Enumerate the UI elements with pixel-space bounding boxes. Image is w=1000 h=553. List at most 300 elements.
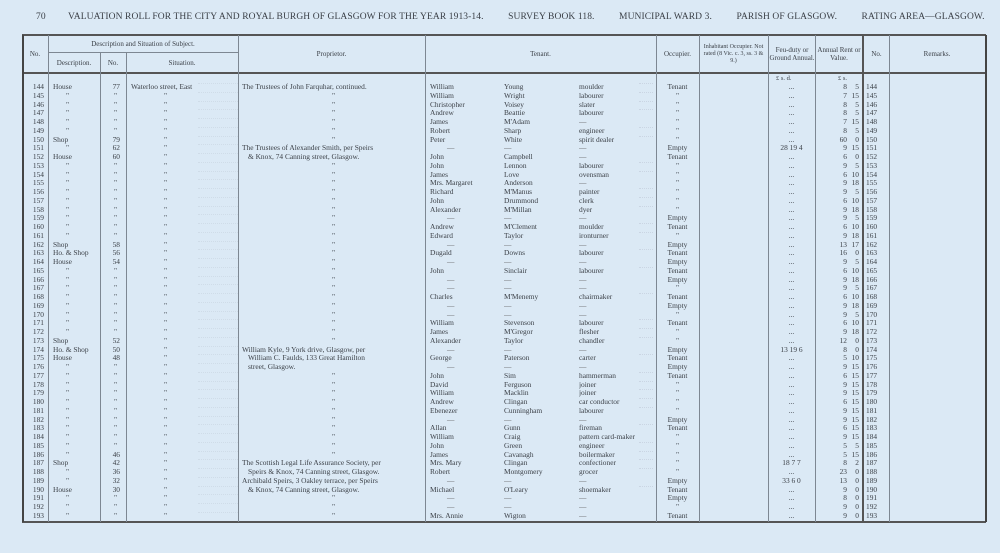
occupier-status (656, 451, 699, 460)
situation-text: " (164, 179, 168, 188)
situation-text: " (164, 494, 168, 503)
tenant-first-name (425, 153, 504, 162)
description-text: " (66, 424, 70, 433)
entry-number-text: 185 (32, 441, 44, 450)
street-number-text: " (113, 380, 117, 389)
situation-text: " (164, 363, 168, 371)
leader-dots (198, 494, 238, 495)
tenant-surname-text: — (504, 284, 512, 293)
entry-number (22, 503, 48, 512)
description-text: " (66, 161, 70, 170)
entry-number-repeat: 167 (866, 284, 878, 293)
tenant-occupation-text: flesher (579, 328, 600, 336)
tenant-first-name (425, 197, 504, 206)
tenant-first-name-text: — (447, 275, 455, 284)
proprietor (238, 284, 425, 293)
rent-pounds: 60 (839, 135, 847, 144)
tenant-surname-text: Drummond (504, 196, 539, 205)
tenant-first-name-text: George (430, 354, 452, 363)
tenant-occupation (579, 284, 656, 293)
proprietor-text: " (331, 179, 336, 188)
leader-dots (198, 416, 238, 417)
entry-number (22, 214, 48, 223)
description-text: " (66, 275, 70, 284)
tenant-occupation (579, 398, 656, 407)
situation (126, 267, 238, 276)
inhabitant-occupier (699, 398, 768, 407)
tenant-occupation (579, 249, 656, 258)
street-number-text: " (113, 118, 117, 126)
annual-rent (815, 451, 862, 460)
feu-units: £ s. d. (776, 75, 792, 82)
proprietor-text: " (331, 196, 336, 205)
description (48, 433, 100, 442)
feu-duty (768, 267, 815, 276)
feu-duty-text: ... (788, 354, 795, 363)
street-number (100, 459, 126, 468)
proprietor-text: " (331, 380, 336, 389)
entry-number (22, 398, 48, 407)
description-text: Shop (53, 459, 69, 468)
situation (126, 512, 238, 521)
tenant-occupation-text: — (579, 511, 587, 520)
tenant-first-name-text: — (447, 494, 455, 503)
description-text: House (53, 153, 72, 161)
valuation-table-body (22, 83, 982, 521)
tenant-surname-text: — (504, 476, 512, 485)
tenant-surname-text: Cavanagh (504, 450, 534, 459)
tenant-surname (504, 232, 579, 241)
tenant-surname (504, 354, 579, 363)
tenant-surname (504, 451, 579, 460)
entry-number (22, 153, 48, 162)
description (48, 302, 100, 311)
feu-duty (768, 311, 815, 320)
tenant-surname-text: — (504, 144, 512, 153)
tenant-occupation-text: labourer (579, 319, 604, 328)
annual-rent (815, 424, 862, 433)
description (48, 276, 100, 285)
tenant-occupation-text: moulder (579, 223, 604, 231)
proprietor (238, 468, 425, 477)
description (48, 328, 100, 337)
situation-text: " (164, 415, 168, 424)
situation (126, 241, 238, 250)
entry-number (22, 249, 48, 258)
inhabitant-occupier (699, 354, 768, 363)
remarks (889, 118, 982, 127)
entry-number (22, 372, 48, 381)
tenant-surname (504, 459, 579, 468)
tenant-occupation-text: car conductor (579, 398, 620, 406)
tenant-first-name (425, 407, 504, 416)
street-number (100, 267, 126, 276)
proprietor-text: " (331, 310, 336, 319)
rent-pounds: 9 (843, 258, 847, 266)
entry-number (22, 144, 48, 153)
description (48, 153, 100, 162)
tenant-occupation-text: — (579, 310, 587, 319)
situation (126, 468, 238, 477)
rent-pounds: 9 (843, 179, 847, 188)
occupier-status-text: " (675, 398, 680, 406)
situation-text: " (164, 293, 168, 301)
situation-text: " (164, 301, 168, 310)
tenant-surname-text: O'Leary (504, 485, 528, 494)
remarks (889, 372, 982, 381)
situation-text: " (164, 441, 168, 450)
tenant-first-name (425, 92, 504, 101)
annual-rent (815, 127, 862, 136)
description-text: Shop (53, 135, 69, 144)
tenant-occupation (579, 451, 656, 460)
proprietor (238, 179, 425, 188)
annual-rent (815, 101, 862, 110)
tenant-first-name (425, 223, 504, 232)
table-row (22, 468, 982, 477)
tenant-occupation-text: — (579, 284, 587, 293)
tenant-surname (504, 197, 579, 206)
occupier-status-text: Empty (667, 240, 688, 249)
description-text: House (53, 354, 72, 363)
proprietor-text: " (331, 301, 336, 310)
description-text: " (66, 109, 70, 118)
feu-duty (768, 232, 815, 241)
rent-pounds: 6 (843, 223, 847, 231)
street-number (100, 83, 126, 92)
header-group: Description and Situation of Subject. (91, 40, 195, 48)
feu-duty-text: ... (788, 511, 795, 520)
street-number-text: 56 (112, 249, 120, 258)
tenant-first-name (425, 477, 504, 486)
tenant-occupation (579, 232, 656, 241)
tenant-occupation-text: moulder (579, 83, 604, 91)
description-text: " (66, 310, 70, 319)
tenant-surname (504, 407, 579, 416)
feu-duty (768, 319, 815, 328)
tenant-surname (504, 153, 579, 162)
tenant-first-name (425, 328, 504, 337)
entry-number-repeat: 159 (866, 214, 878, 223)
leader-dots (198, 171, 238, 172)
entry-number-repeat: 178 (866, 380, 878, 389)
situation (126, 416, 238, 425)
occupier-status (656, 179, 699, 188)
situation-text: " (164, 214, 168, 223)
tenant-first-name-text: Ebenezer (430, 406, 458, 415)
leader-dots (198, 144, 238, 145)
table-row (22, 171, 982, 180)
proprietor (238, 101, 425, 110)
proprietor-text: " (331, 161, 336, 170)
entry-number-text: 149 (32, 126, 44, 135)
occupier-status-text: Tenant (667, 354, 688, 363)
entry-number-text: 191 (32, 494, 44, 503)
tenant-first-name (425, 512, 504, 521)
inhabitant-occupier (699, 223, 768, 232)
rent-pounds: 12 (839, 336, 847, 345)
tenant-occupation (579, 424, 656, 433)
rent-shillings: 15 (851, 363, 859, 371)
leader-dots (198, 328, 238, 329)
tenant-first-name (425, 451, 504, 460)
rent-shillings: 10 (851, 170, 859, 179)
rent-pounds: 13 (839, 476, 847, 485)
feu-duty-text: ... (788, 450, 795, 459)
situation-text: " (164, 310, 168, 319)
occupier-status (656, 346, 699, 355)
tenant-surname-text: Macklin (504, 389, 529, 398)
proprietor-text: " (331, 389, 336, 398)
leader-dots (639, 389, 653, 390)
entry-number-repeat: 151 (866, 144, 878, 153)
tenant-occupation (579, 328, 656, 337)
tenant-first-name-text: Charles (430, 293, 453, 301)
feu-duty (768, 249, 815, 258)
tenant-first-name-text: Edward (430, 231, 453, 240)
entry-number (22, 486, 48, 495)
tenant-surname (504, 284, 579, 293)
street-number-text: " (113, 205, 117, 214)
situation-text: " (164, 319, 168, 328)
occupier-status-text: " (675, 109, 680, 118)
inhabitant-occupier (699, 433, 768, 442)
table-row (22, 328, 982, 337)
rent-shillings: 5 (855, 214, 859, 223)
proprietor (238, 162, 425, 171)
tenant-first-name (425, 136, 504, 145)
occupier-status (656, 197, 699, 206)
feu-duty (768, 486, 815, 495)
feu-duty-text: ... (788, 319, 795, 328)
leader-dots (639, 223, 653, 224)
entry-number-repeat: 169 (866, 301, 878, 310)
annual-rent (815, 118, 862, 127)
leader-dots (198, 179, 238, 180)
feu-duty-text: ... (788, 485, 795, 494)
inhabitant-occupier (699, 328, 768, 337)
occupier-status (656, 258, 699, 267)
rent-pounds: 8 (843, 345, 847, 354)
tenant-occupation (579, 381, 656, 390)
proprietor (238, 381, 425, 390)
leader-dots (639, 232, 653, 233)
tenant-first-name-text: William (430, 319, 454, 328)
occupier-status (656, 267, 699, 276)
feu-duty (768, 328, 815, 337)
leader-dots (198, 354, 238, 355)
proprietor-text: " (331, 424, 336, 433)
rent-pounds: 9 (843, 144, 847, 153)
rent-shillings: 0 (855, 468, 859, 476)
description-text: Shop (53, 336, 69, 345)
entry-number-repeat: 181 (866, 406, 878, 415)
header-inhabitant: Inhabitant Occupier. Not rated (8 Vic. c. 3, ss. 3 & 9.) (703, 43, 764, 64)
situation (126, 197, 238, 206)
situation-text: " (164, 389, 168, 398)
description (48, 477, 100, 486)
proprietor (238, 494, 425, 503)
table-row (22, 144, 982, 153)
rent-shillings: 0 (855, 345, 859, 354)
tenant-first-name (425, 162, 504, 171)
description (48, 459, 100, 468)
situation-text: " (164, 196, 168, 205)
table-row (22, 424, 982, 433)
occupier-status-text: " (675, 126, 680, 135)
proprietor-text: " (331, 240, 336, 249)
proprietor-text: " (331, 188, 336, 196)
table-row (22, 162, 982, 171)
tenant-surname-text: — (504, 214, 512, 223)
occupier-status (656, 477, 699, 486)
tenant-occupation-text: — (579, 345, 587, 354)
rent-shillings: 5 (855, 100, 859, 109)
tenant-surname (504, 92, 579, 101)
street-number-text: 58 (112, 240, 120, 249)
feu-duty (768, 389, 815, 398)
tenant-first-name-text: John (430, 153, 444, 161)
entry-number (22, 223, 48, 232)
entry-number (22, 363, 48, 372)
description-text: " (66, 284, 70, 293)
street-number-text: 50 (112, 345, 120, 354)
rent-pounds: 9 (843, 485, 847, 494)
leader-dots (198, 381, 238, 382)
inhabitant-occupier (699, 241, 768, 250)
street-number (100, 127, 126, 136)
description-text: " (66, 170, 70, 179)
entry-number-text: 153 (32, 161, 44, 170)
leader-dots (198, 512, 238, 513)
rent-shillings: 15 (851, 424, 859, 433)
street-number (100, 503, 126, 512)
occupier-status (656, 442, 699, 451)
tenant-occupation-text: — (579, 275, 587, 284)
rent-shillings: 0 (855, 511, 859, 520)
feu-duty (768, 162, 815, 171)
tenant-surname-text: Sim (504, 371, 516, 380)
description-text: House (53, 258, 72, 266)
street-number-text: 46 (112, 450, 120, 459)
table-row (22, 153, 982, 162)
occupier-status-text: Empty (667, 476, 688, 485)
occupier-status-text: Tenant (667, 223, 688, 231)
street-number-text: " (113, 293, 117, 301)
occupier-status-text: Empty (667, 214, 688, 223)
street-number (100, 232, 126, 241)
tenant-first-name-text: — (447, 415, 455, 424)
occupier-status-text: " (675, 284, 680, 293)
proprietor-text: " (331, 249, 336, 258)
tenant-first-name (425, 293, 504, 302)
occupier-status (656, 188, 699, 197)
description-text: " (66, 188, 70, 196)
tenant-surname-text: Lennon (504, 161, 527, 170)
street-number (100, 179, 126, 188)
rent-shillings: 2 (855, 459, 859, 468)
tenant-first-name-text: Alexander (430, 336, 461, 345)
proprietor-text: " (331, 319, 336, 328)
entry-number (22, 459, 48, 468)
tenant-surname-text: Craig (504, 433, 521, 441)
tenant-surname (504, 381, 579, 390)
feu-duty (768, 223, 815, 232)
description-text: " (66, 389, 70, 398)
rent-pounds: 9 (843, 205, 847, 214)
proprietor (238, 389, 425, 398)
situation-text: " (164, 170, 168, 179)
tenant-occupation-text: painter (579, 188, 600, 196)
situation-text: " (164, 144, 168, 153)
rent-pounds: 8 (843, 109, 847, 118)
proprietor-text: " (331, 511, 336, 520)
entry-number (22, 319, 48, 328)
proprietor-text: " (331, 109, 336, 118)
remarks (889, 363, 982, 372)
leader-dots (639, 328, 653, 329)
feu-duty (768, 363, 815, 372)
rent-pounds: 7 (843, 118, 847, 126)
proprietor (238, 398, 425, 407)
description (48, 127, 100, 136)
entry-number-text: 144 (32, 83, 44, 91)
inhabitant-occupier (699, 311, 768, 320)
street-number (100, 389, 126, 398)
entry-number-text: 186 (32, 450, 44, 459)
tenant-surname-text: — (504, 345, 512, 354)
tenant-surname (504, 127, 579, 136)
occupier-status-text: Empty (667, 258, 688, 266)
proprietor-text: " (331, 231, 336, 240)
remarks (889, 109, 982, 118)
remarks (889, 442, 982, 451)
occupier-status (656, 153, 699, 162)
occupier-status-text: " (675, 310, 680, 319)
tenant-occupation (579, 136, 656, 145)
situation-text: " (164, 161, 168, 170)
situation-text: " (164, 266, 168, 275)
occupier-status-text: Empty (667, 275, 688, 284)
header-no2: No. (871, 50, 882, 58)
proprietor-text: " (331, 406, 336, 415)
proprietor-text: Archibald Speirs, 3 Oakley terrace, per Speirs (242, 476, 378, 485)
tenant-surname (504, 258, 579, 267)
description (48, 486, 100, 495)
annual-rent (815, 477, 862, 486)
street-number (100, 144, 126, 153)
tenant-occupation (579, 179, 656, 188)
description-text: House (53, 83, 72, 91)
entry-number-text: 158 (32, 205, 44, 214)
leader-dots (198, 241, 238, 242)
remarks (889, 424, 982, 433)
rent-pounds: 6 (843, 424, 847, 433)
annual-rent (815, 214, 862, 223)
annual-rent (815, 512, 862, 521)
description (48, 179, 100, 188)
feu-duty (768, 398, 815, 407)
street-number (100, 486, 126, 495)
proprietor-text: & Knox, 74 Canning street, Glasgow. (248, 153, 360, 161)
table-row (22, 83, 982, 92)
tenant-surname (504, 188, 579, 197)
tenant-occupation (579, 127, 656, 136)
tenant-occupation-text: carter (579, 354, 596, 363)
remarks (889, 171, 982, 180)
tenant-first-name-text: Michael (430, 485, 455, 494)
tenant-occupation (579, 503, 656, 512)
